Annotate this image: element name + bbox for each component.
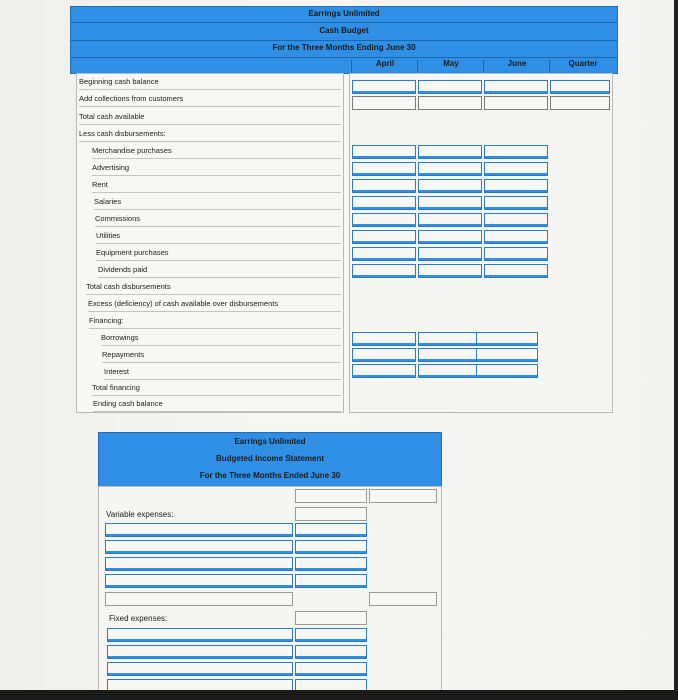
input-cell[interactable] (484, 213, 548, 227)
input-cell[interactable] (295, 628, 367, 642)
input-cell[interactable] (107, 645, 293, 659)
input-cell[interactable] (418, 348, 482, 362)
column-header-june: June (507, 59, 527, 68)
input-cell[interactable] (484, 162, 548, 176)
cash-budget-period: For the Three Months Ending June 30 (272, 43, 416, 52)
input-cell[interactable] (107, 662, 293, 676)
row-label: Add collections from customers (79, 91, 341, 107)
row-label: Less cash disbursements: (79, 126, 341, 142)
row-label: Interest (104, 364, 341, 380)
input-cell[interactable] (105, 523, 293, 537)
input-cell[interactable] (352, 348, 416, 362)
income-statement-header (98, 432, 442, 488)
input-cell[interactable] (550, 80, 610, 94)
input-cell[interactable] (352, 213, 416, 227)
input-cell[interactable] (418, 247, 482, 261)
row-label: Total cash disbursements (86, 279, 341, 295)
row-label: Merchandise purchases (92, 143, 341, 159)
row-label: Advertising (92, 160, 341, 176)
input-cell[interactable] (352, 179, 416, 193)
input-cell[interactable] (476, 364, 538, 378)
input-cell[interactable] (295, 489, 367, 503)
input-cell[interactable] (418, 179, 482, 193)
input-cell[interactable] (484, 247, 548, 261)
row-label: Total cash available (79, 109, 341, 125)
input-cell[interactable] (352, 364, 416, 378)
column-header-april: April (375, 59, 395, 68)
input-cell[interactable] (484, 230, 548, 244)
input-cell[interactable] (352, 96, 416, 110)
input-cell[interactable] (484, 264, 548, 278)
input-cell[interactable] (295, 662, 367, 676)
input-cell[interactable] (352, 247, 416, 261)
fixed-expenses-label: Fixed expenses: (109, 614, 168, 623)
input-cell[interactable] (484, 145, 548, 159)
input-cell[interactable] (352, 80, 416, 94)
row-label: Dividends paid (98, 262, 341, 278)
input-cell[interactable] (550, 96, 610, 110)
input-cell[interactable] (105, 574, 293, 588)
input-cell[interactable] (295, 540, 367, 554)
input-cell[interactable] (295, 507, 367, 521)
input-cell[interactable] (418, 332, 482, 346)
input-cell[interactable] (418, 96, 482, 110)
input-cell[interactable] (295, 523, 367, 537)
row-label: Excess (deficiency) of cash available over disbursements (88, 296, 341, 312)
cash-budget-input-grid (349, 73, 613, 413)
row-label: Salaries (94, 194, 341, 210)
input-cell[interactable] (484, 80, 548, 94)
row-label: Repayments (102, 347, 341, 363)
input-cell[interactable] (484, 179, 548, 193)
input-cell[interactable] (476, 348, 538, 362)
cash-budget-header (70, 6, 618, 74)
photo-edge (674, 0, 678, 700)
row-label: Beginning cash balance (79, 74, 341, 90)
input-cell[interactable] (484, 96, 548, 110)
input-cell[interactable] (105, 540, 293, 554)
column-header-quarter: Quarter (568, 59, 598, 68)
input-cell[interactable] (418, 264, 482, 278)
column-header-may: May (443, 59, 459, 68)
input-cell[interactable] (418, 230, 482, 244)
row-label: Commissions (95, 211, 341, 227)
variable-expenses-label: Variable expenses: (106, 510, 174, 519)
input-cell[interactable] (352, 332, 416, 346)
input-cell[interactable] (352, 162, 416, 176)
row-label: Borrowings (101, 330, 341, 346)
input-cell[interactable] (295, 611, 367, 625)
cash-budget-company: Earrings Unlimited (308, 9, 380, 18)
input-cell[interactable] (418, 364, 482, 378)
income-statement-title: Budgeted Income Statement (215, 454, 324, 463)
input-cell[interactable] (295, 557, 367, 571)
input-cell[interactable] (352, 145, 416, 159)
row-label: Ending cash balance (93, 396, 341, 412)
input-cell[interactable] (352, 196, 416, 210)
row-label: Total financing (92, 380, 341, 396)
input-cell[interactable] (418, 162, 482, 176)
input-cell[interactable] (369, 489, 437, 503)
photo-edge (0, 690, 678, 700)
input-cell[interactable] (352, 264, 416, 278)
input-cell[interactable] (105, 557, 293, 571)
income-statement-body (98, 486, 442, 692)
cash-budget-title: Cash Budget (319, 26, 369, 35)
row-label: Utilities (96, 228, 341, 244)
input-cell[interactable] (418, 213, 482, 227)
row-label: Rent (92, 177, 341, 193)
input-cell[interactable] (352, 230, 416, 244)
input-cell[interactable] (484, 196, 548, 210)
cash-budget-row-labels (76, 73, 344, 413)
income-statement-period: For the Three Months Ended June 30 (199, 471, 341, 480)
input-cell[interactable] (105, 592, 293, 606)
income-statement-company: Earrings Unlimited (234, 437, 306, 446)
input-cell[interactable] (476, 332, 538, 346)
input-cell[interactable] (107, 628, 293, 642)
input-cell[interactable] (418, 145, 482, 159)
row-label: Equipment purchases (96, 245, 341, 261)
input-cell[interactable] (295, 645, 367, 659)
input-cell[interactable] (418, 196, 482, 210)
input-cell[interactable] (369, 592, 437, 606)
row-label: Financing: (89, 313, 341, 329)
input-cell[interactable] (295, 574, 367, 588)
input-cell[interactable] (418, 80, 482, 94)
